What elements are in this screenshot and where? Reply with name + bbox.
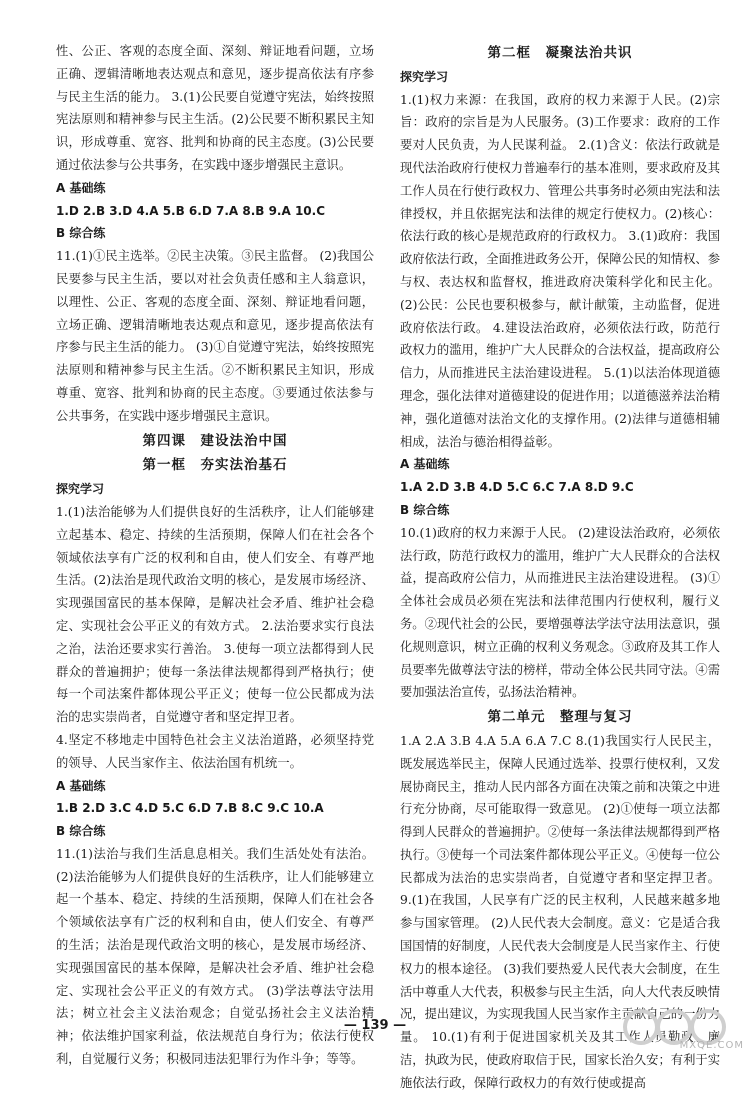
explore-learning-text-2: 1.(1)权力来源：在我国，政府的权力来源于人民。(2)宗旨：政府的宗旨是为人民服务。(3)工作要求：政府的工作要对人民负责，为人民谋利益。 2.(1)含义：依法行政就是现代法治政府行使权力普遍奉行的基本准则，要求政府及其工作人员在行使行政权力、管理公共事务时必须由宪法和法律授权，并且依据宪法和法律的规定行使权力。(2)核心：依法行政的核心是规范政府的行政权力。 3.(1)政府：我国政府依法行政，全面推进政务公开，保障公民的知情权、参与权、表达权和监督权，推进政府决策科学化和民主化。(2)公民：公民也要积极参与，献计献策，主动监督，促进政府依法行政。 4.建设法治政府，必须依法行政，防范行政权力的滥用，维护广大人民群众的合法权益，提高政府公信力，从而推进民主法治建设进程。 5.(1)以法治体现道德理念，强化法律对道德建设的促进作用；以道德滋养法治精神，强化道德对法治文化的支撑作用。(2)法律与道德相辅相成，法治与德治相得益彰。 — [400, 92, 720, 449]
basic-practice-label-2: A 基础练 — [56, 778, 106, 793]
page-number: — 139 — — [343, 1018, 407, 1033]
comprehensive-practice-text-3: 10.(1)政府的权力来源于人民。 (2)建设法治政府，必须依法行政，防范行政权力的滥用，维护广大人民群众的合法权益，提高政府公信力，从而推进民主法治建设进程。 (3)①全体社会成员必须在宪法和法律范围内行使权利，履行义务。②现代社会的公民，要增强尊法学法守法用法意识，强化规则意识，树立正确的权利义务观念。③政府及其工作人员要率先做尊法守法的榜样，带动全体公民共同守法。④需要加强法治宣传，弘扬法治精神。 — [400, 525, 720, 700]
comprehensive-practice-label: B 综合练 — [56, 226, 106, 241]
left-column — [56, 40, 374, 1071]
basic-practice-answers: 1.D 2.B 3.D 4.A 5.B 6.D 7.A 8.B 9.A 10.C — [56, 203, 326, 218]
basic-practice-answers-3: 1.A 2.D 3.B 4.D 5.C 6.C 7.A 8.D 9.C — [400, 480, 634, 495]
comprehensive-practice-text: 11.(1)①民主选举。②民主决策。③民主监督。 (2)我国公民要参与民主生活，要以对社会负责任感和主人翁意识，以理性、公正、客观的态度全面、深刻、辩证地看问题，立场正确、逻辑清晰地表达观点和意见，逐步提高依法有序参与民主生活的能力。 (3)①自觉遵守宪法，始终按照宪法原则和精神参与民主生活。②不断积累民主知识，形成尊重、宽容、批判和协商的民主态度。③要通过依法参与公共事务，在实践中逐步增强民主意识。 — [56, 249, 374, 423]
comprehensive-practice-text-2: 11.(1)法治与我们生活息息相关。我们生活处处有法治。 (2)法治能够为人们提供良好的生活秩序，让人们能够建立起一个基本、稳定、持续的生活预期，保障人们在社会各个领域依法享有广泛的权利和自由，使人们安全、有尊严的生活；法治是现代政治文明的核心，是发展市场经济、实现强国富民的基本保障，是解决社会矛盾、维护社会稳定、实现社会公平正义的有效方式。 (3)学法尊法守法用法；树立社会主义法治观念；自觉弘扬社会主义法治精神；依法维护国家利益，依法规范自身行为；依法行使权利，自觉履行义务；积极同违法犯罪行为作斗争；等等。 — [56, 846, 374, 1067]
lesson-title: 第四课 建设法治中国 — [142, 432, 288, 449]
left-intro-paragraph: 性、公正、客观的态度全面、深刻、辩证地看问题，立场正确、逻辑清晰地表达观点和意见，逐步提高依法有序参与民主生活的能力。 3.(1)公民要自觉遵守宪法，始终按照宪法原则和精神参与民主生活。(2)公民要不断积累民主知识，形成尊重、宽容、批判和协商的民主态度。(3)公民要通过依法参与公共事务，在实践中逐步增强民主意识。 — [56, 44, 374, 172]
section-title-2: 第二框 凝聚法治共识 — [487, 45, 633, 61]
explore-learning-item-4: 4.坚定不移地走中国特色社会主义法治道路，必须坚持党的领导、人民当家作主、依法治国有机统一。 — [56, 732, 374, 770]
explore-learning-label-2: 探究学习 — [400, 69, 449, 84]
comprehensive-practice-label-3: B 综合练 — [400, 502, 450, 517]
watermark-text: MXQE.COM — [679, 1040, 744, 1051]
right-column — [400, 40, 720, 1095]
comprehensive-practice-label-2: B 综合练 — [56, 824, 106, 839]
basic-practice-label-3: A 基础练 — [400, 457, 450, 472]
explore-learning-label: 探究学习 — [56, 482, 105, 497]
unit-title: 第二单元 整理与复习 — [487, 709, 633, 726]
basic-practice-label: A 基础练 — [56, 180, 106, 195]
basic-practice-answers-2: 1.B 2.D 3.C 4.D 5.C 6.D 7.B 8.C 9.C 10.A — [56, 801, 324, 816]
section-title: 第一框 夯实法治基石 — [142, 457, 288, 474]
explore-learning-text: 1.(1)法治能够为人们提供良好的生活秩序，让人们能够建立起基本、稳定、持续的生活预期，保障人们在社会各个领域依法享有广泛的权利和自由，使人们安全、有尊严地生活。(2)法治是现代政治文明的核心，是发展市场经济、实现强国富民的基本保障，是解决社会矛盾、维护社会稳定、实现社会公平正义的有效方式。 2.法治要求实行良法之治，法治还要求实行善治。 3.使每一项立法都得到人民群众的普遍拥护；使每一条法律法规都得到严格执行；使每一个司法案件都体现公平正义；使每一位公民都成为法治的忠实崇尚者，自觉遵守者和坚定捍卫者。 — [56, 504, 374, 725]
unit-review-text: 1.A 2.A 3.B 4.A 5.A 6.A 7.C 8.(1)我国实行人民民主，既发展选举民主，保障人民通过选举、投票行使权利，又发展协商民主，推动人民内部各方面在决策之前和决策之中进行充分协商，尽可能取得一致意见。 (2)①使每一项立法都得到人民群众的普遍拥护。②使每一条法律法规都得到严格执行。③使每一个司法案件都体现公平正义。④使每一位公民都成为法治的忠实崇尚者，自觉遵守者和坚定捍卫者。 9.(1)在我国，人民享有广泛的民主权利，人民越来越多地参与国家管理。 (2)人民代表大会制度。意义：它是适合我国国情的好制度，人民代表大会制度是人民当家作主、行使权力的根本途径。 (3)我们要热爱人民代表大会制度，在生活中尊重人大代表，积极参与民主生活，向人大代表反映情况，提出建议，为实现我国人民当家作主贡献自己的一份力量。 10.(1)有利于促进国家机关及其工作人员勤政、廉洁，执政为民，使政府取信于民，国家长治久安；有利于实施依法行政，保障行政权力的有效行使或提高 — [400, 733, 720, 1090]
